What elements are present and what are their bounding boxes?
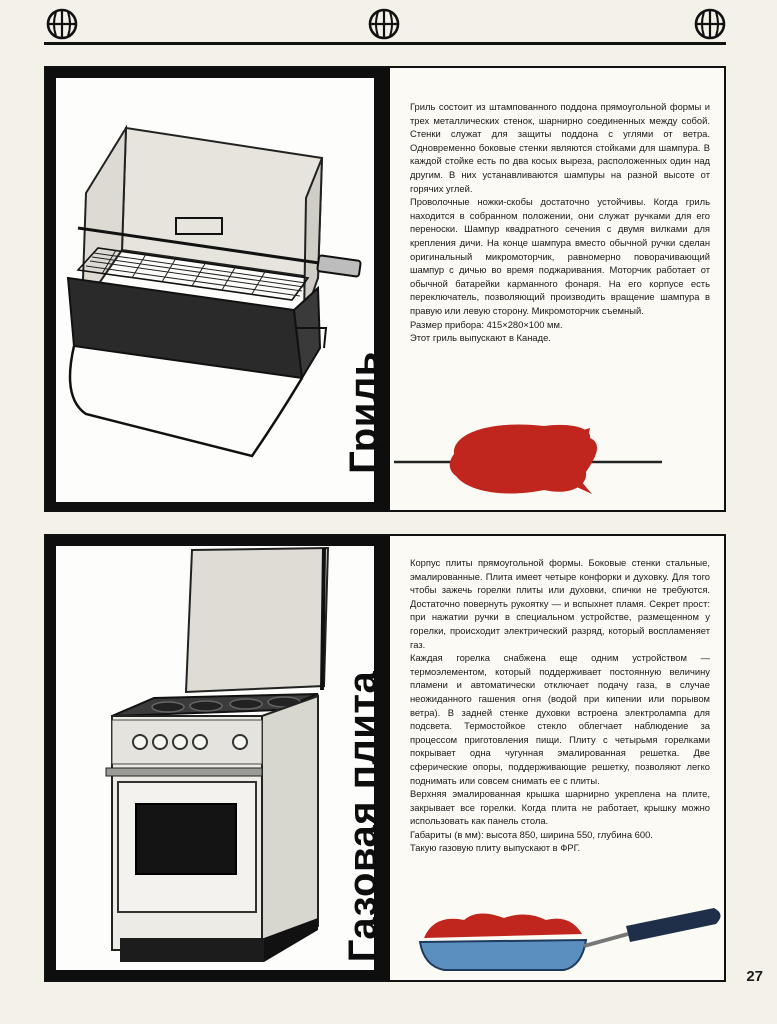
paragraph: Гриль состоит из штампованного поддона прямоугольной формы и трех металлических стенок, шарнирно соединенных между собой. Стенки служат для защиты поддона с углями от ветра. Одновременно боковые стенки являются стойками для шампура. В каждой стойке есть по два косых выреза, расположенных один над другим. В них устанавливаются шампуры на разной высоте от горячих углей. xyxy=(410,101,710,194)
paragraph: Габариты (в мм): высота 850, ширина 550, глубина 600. xyxy=(410,828,653,840)
stove-photo xyxy=(56,546,374,970)
stove-photo-frame xyxy=(46,536,390,980)
stove-title: Газовая плита xyxy=(341,670,386,962)
page-number: 27 xyxy=(746,968,763,985)
paragraph: Этот гриль выпускают в Канаде. xyxy=(410,332,551,344)
grill-text xyxy=(410,100,710,345)
stove-text xyxy=(410,556,710,855)
frying-pan-illustration xyxy=(414,904,724,985)
grill-title: Гриль xyxy=(341,350,386,474)
paragraph: Корпус плиты прямоугольной формы. Боковые стенки стальные, эмалированные. Плита имеет четыре конфорки и духовку. Для того чтобы зажечь горелки плиты или духовки, спички не требуются. Достаточно повернуть рукоятку — и вспыхнет пламя. Секрет прост: при нажатии ручки в специальном устройстве, размещенном у горелки, происходит электрический разряд, который воспламеняет газ. xyxy=(410,557,710,650)
header-rule xyxy=(44,42,726,45)
grill-photo-frame xyxy=(46,68,390,510)
globe-emblem-icon xyxy=(46,8,78,40)
paragraph: Каждая горелка снабжена еще одним устройством — термоэлементом, который поддерживает постоянную величину пламени и автоматически отключает подачу газа, в случае неожиданного гашения огня (водой при кипении или порывом ветра). В задней стенке духовки встроена электролампа для подсвета. Термостойкое стекло облегчает наблюдение за процессом приготовления пищи. Плиту с четырьмя горелками покрывает одна чугунная эмалированная решетка. Две сферические опоры, поддерживающие решетку, позволяют легко поднимать или совсем снимать ее с плиты. xyxy=(410,652,710,786)
paragraph: Размер прибора: 415×280×100 мм. xyxy=(410,318,563,330)
globe-emblem-icon xyxy=(694,8,726,40)
grill-photo xyxy=(56,78,374,502)
paragraph: Проволочные ножки-скобы достаточно устойчивы. Когда гриль находится в собранном положении, они служат ручками для его переноски. Шампур квадратного сечения с двумя вилками для крепления дичи. На конце шампура вместо обычной ручки сделан оригинальный микромоторчик, равномерно поворачивающий шампур с дичью во время поджаривания. Моторчик работает от обычной батарейки карманного фонаря. На его корпусе есть переключатель, позволяющий производить вращение шампура в правую или левую сторону. Микромоторчик съемный. xyxy=(410,196,710,316)
paragraph: Верхняя эмалированная крышка шарнирно укреплена на плите, закрывает все горелки. Когда плита не работает, крышку можно использовать как панель стола. xyxy=(410,788,710,827)
grill-article xyxy=(44,66,726,512)
roasted-bird-illustration xyxy=(394,414,664,509)
globe-emblem-icon xyxy=(368,8,400,40)
gas-stove-article xyxy=(44,534,726,982)
paragraph: Такую газовую плиту выпускают в ФРГ. xyxy=(410,842,581,854)
